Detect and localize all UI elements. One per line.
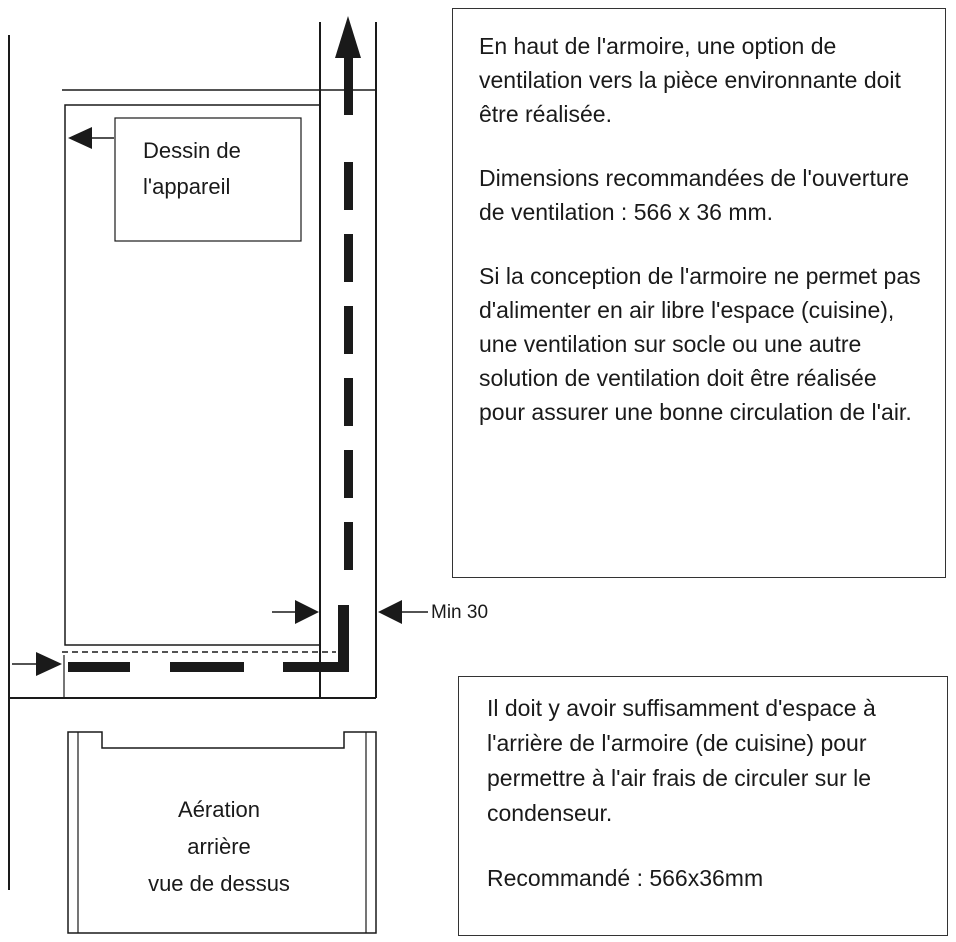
appliance-pointer-arrow-icon [68,127,92,149]
airflow-dash-v-7 [344,55,353,115]
airflow-dash-h-1 [68,662,130,672]
airflow-dash-v-6 [344,162,353,210]
top-instructions-paragraph-3: Si la conception de l'armoire ne permet pas d'alimenter en air libre l'espace (cuisine), une ventilation sur socle ou une autre solution de ventilation doit être réalisée pour assurer une bonne circulation de l'air. [479,263,921,425]
airflow-dash-v-5 [344,234,353,282]
bottom-instructions-paragraph-2: Recommandé : 566x36mm [487,865,764,891]
airflow-dash-v-1 [344,522,353,570]
rear-vent-label-line2: arrière [187,834,251,859]
appliance-label-line2: l'appareil [143,174,231,199]
rear-vent-outline [68,732,376,933]
rear-vent-label-line1: Aération [178,797,260,822]
airflow-dash-h-3 [283,662,338,672]
top-instructions-paragraph-1: En haut de l'armoire, une option de ventilation vers la pièce environnante doit être réalisée. [479,33,901,127]
airflow-corner [338,605,349,672]
airflow-dash-h-2 [170,662,244,672]
airflow-dash-v-4 [344,306,353,354]
gap-arrow-right-icon [378,600,402,624]
bottom-instructions-box [458,676,948,936]
bottom-instructions-paragraph-1: Il doit y avoir suffisamment d'espace à l'arrière de l'armoire (de cuisine) pour permettre à l'air frais de circuler sur le condenseur. [487,695,876,826]
gap-arrow-left-icon [295,600,319,624]
airflow-dash-v-2 [344,450,353,498]
airflow-dash-v-3 [344,378,353,426]
top-instructions-paragraph-2: Dimensions recommandées de l'ouverture de ventilation : 566 x 36 mm. [479,165,910,225]
min-gap-label: Min 30 [431,602,489,623]
rear-vent-label-line3: vue de dessus [148,871,290,896]
top-instructions-box [452,8,946,578]
airflow-up-arrow-icon [335,16,361,58]
appliance-label-line1: Dessin de [143,138,241,163]
entry-arrow-icon [36,652,62,676]
